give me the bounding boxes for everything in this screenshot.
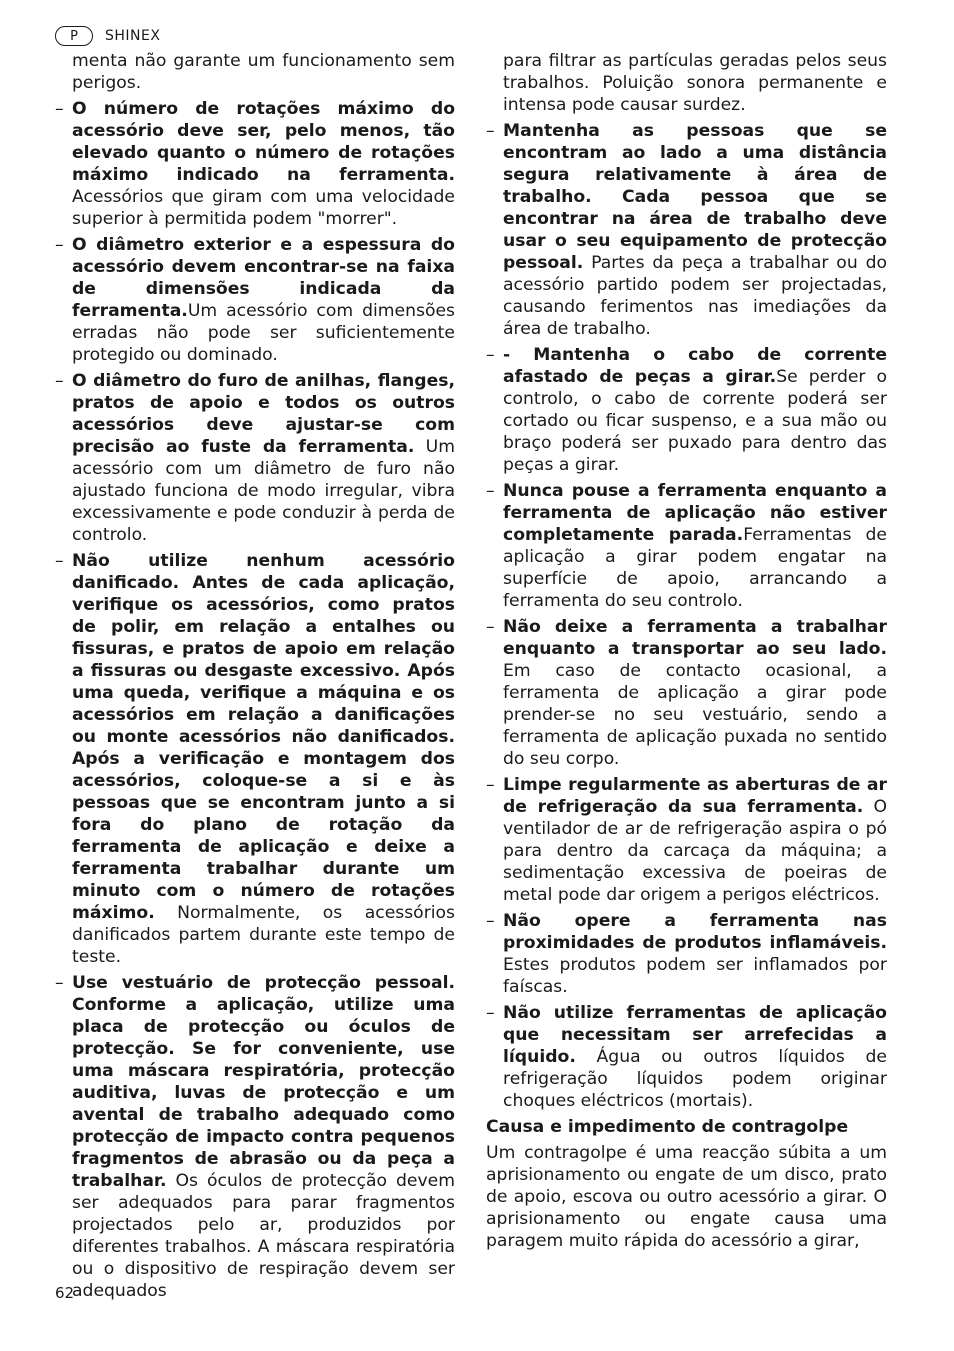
dash-bullet: – (55, 973, 64, 993)
safety-item-bold: O diâmetro exterior e a espessura do acessório devem encontrar-se na faixa de dimensões indicada da ferramenta. (72, 235, 455, 321)
safety-item-text: Acessórios que giram com uma velocidade superior à permitida podem "morrer". (72, 187, 455, 229)
safety-item-text: Normalmente, os acessórios danificados partem durante este tempo de teste. (72, 903, 455, 967)
safety-item (486, 120, 887, 340)
section-text: Um contragolpe é uma reacção súbita a um aprisionamento ou engate de um disco, prato de apoio, escova ou outro acessório a girar. O aprisionamento ou engate causa uma paragem muito rápida do acessório a girar, (486, 1143, 887, 1251)
safety-item-bold: Não deixe a ferramenta a trabalhar enquanto a transportar ao seu lado. (503, 617, 887, 659)
safety-item (486, 774, 887, 906)
safety-item-bold: O diâmetro do furo de anilhas, flanges, pratos de apoio e todos os outros acessórios deve ajustar-se com precisão ao fuste da ferramenta. (72, 371, 455, 457)
dash-bullet: – (55, 99, 64, 119)
safety-item-text: Um acessório com um diâmetro de furo não ajustado funciona de modo irregular, vibra excessivamente e pode conduzir à perda de controlo. (72, 437, 455, 545)
dash-bullet: – (486, 121, 495, 141)
safety-item-text: Se perder o controlo, o cabo de corrente poderá ser cortado ou ficar suspenso, e a sua mão ou braço poderá ser puxado para dentro das peças a girar. (503, 367, 887, 475)
dash-bullet: – (486, 345, 495, 365)
safety-item-text: Um acessório com dimensões erradas não pode ser suficientemente protegido ou dominado. (72, 301, 455, 365)
safety-item-bold: - Mantenha o cabo de corrente afastado de peças a girar. (503, 345, 887, 387)
brand-name: SHINEX (105, 28, 161, 44)
safety-item (55, 234, 455, 366)
safety-item-text: Em caso de contacto ocasional, a ferramenta de aplicação a girar pode prender-se no seu vestuário, sendo a ferramenta de aplicação puxada no sentido do seu corpo. (503, 661, 887, 769)
dash-bullet: – (55, 235, 64, 255)
dash-bullet: – (55, 371, 64, 391)
safety-item-bold: Mantenha as pessoas que se encontram ao lado a uma distância segura relativamente à área de trabalho. Cada pessoa que se encontrar na área de trabalho deve usar o seu equipamento de protecção pessoal. (503, 121, 887, 273)
safety-item-bold: Use vestuário de protecção pessoal. Conforme a aplicação, utilize uma placa de protecção ou óculos de protecção. Se for conveniente, use uma máscara respiratória, protecção auditiva, luvas de protecção e um avental de trabalho adequado como protecção de impacto contra pequenos fragmentos de abrasão ou da peça a trabalhar. (72, 973, 455, 1191)
right-intro-text: para filtrar as partículas geradas pelos seus trabalhos. Poluição sonora permanente e intensa pode causar surdez. (503, 51, 887, 115)
safety-item-text: Água ou outros líquidos de refrigeração líquidos podem originar choques eléctricos (mortais). (503, 1047, 887, 1111)
safety-item-text: Os óculos de protecção devem ser adequados para parar fragmentos projectados pelo ar, produzidos por diferentes trabalhos. A máscara respiratória ou o dispositivo de respiração devem ser adequados (72, 1171, 455, 1301)
page-header (55, 24, 160, 48)
safety-item (55, 972, 455, 1302)
safety-item-bold: Não utilize ferramentas de aplicação que necessitam ser arrefecidas a líquido. (503, 1003, 887, 1067)
safety-item-text: O ventilador de ar de refrigeração aspira o pó para dentro da carcaça da máquina; a sedimentação excessiva de poeiras de metal pode dar origem a perigos eléctricos. (503, 797, 887, 905)
dash-bullet: – (486, 481, 495, 501)
left-intro-text: menta não garante um funcionamento sem perigos. (72, 51, 455, 93)
safety-item-bold: Não utilize nenhum acessório danificado. Antes de cada aplicação, verifique os acessórios, como pratos de polir, em relação a entalhes ou fissuras, e pratos de apoio em relação a fissuras ou desgaste excessivo. Após uma queda, verifique a máquina e os acessórios em relação a danificações ou monte acessórios não danificados. Após a verificação e montagem dos acessórios, coloque-se a si e às pessoas que se encontram junto a si fora do plano de rotação da ferramenta de aplicação e deixe a ferramenta trabalhar durante um minuto com o número de rotações máximo. (72, 551, 455, 923)
dash-bullet: – (486, 775, 495, 795)
dash-bullet: – (486, 1003, 495, 1023)
safety-item (55, 98, 455, 230)
dash-bullet: – (55, 551, 64, 571)
safety-item-bold: Não opere a ferramenta nas proximidades de produtos inflamáveis. (503, 911, 887, 953)
safety-item (55, 370, 455, 546)
dash-bullet: – (486, 617, 495, 637)
safety-item (55, 550, 455, 968)
safety-item-bold: O número de rotações máximo do acessório deve ser, pelo menos, tão elevado quanto o número de rotações máximo indicado na ferramenta. (72, 99, 455, 185)
dash-bullet: – (486, 911, 495, 931)
left-column (55, 50, 455, 1306)
safety-item (486, 480, 887, 612)
safety-item-text: Partes da peça a trabalhar ou do acessório partido podem ser projectadas, causando ferimentos nas imediações da área de trabalho. (503, 253, 887, 339)
section-title: Causa e impedimento de contragolpe (486, 1117, 849, 1137)
safety-item-text: Estes produtos podem ser inflamados por faíscas. (503, 955, 887, 997)
safety-item (486, 616, 887, 770)
safety-item-bold: Limpe regularmente as aberturas de ar de refrigeração da sua ferramenta. (503, 775, 887, 817)
safety-item (486, 344, 887, 476)
right-column (486, 50, 887, 1256)
language-badge: P (55, 26, 93, 46)
safety-item-text: Ferramentas de aplicação a girar podem engatar na superfície de apoio, arrancando a ferramenta do seu controlo. (503, 525, 887, 611)
page-number: 62 (55, 1284, 75, 1302)
safety-item-bold: Nunca pouse a ferramenta enquanto a ferramenta de aplicação não estiver completamente parada. (503, 481, 887, 545)
safety-item (486, 910, 887, 998)
safety-item (486, 1002, 887, 1112)
